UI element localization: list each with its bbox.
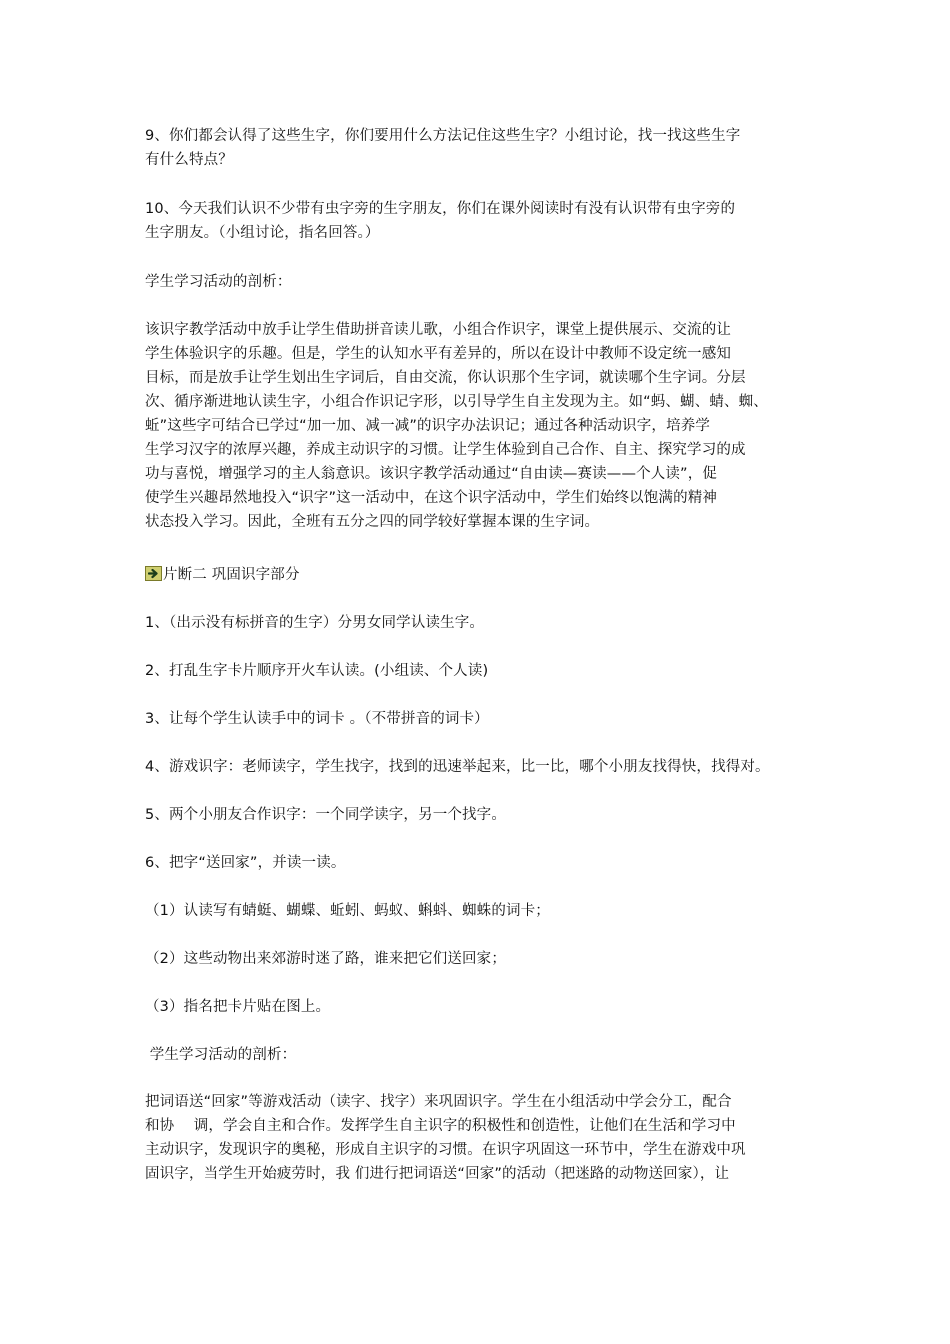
text-line: 固识字，当学生开始疲劳时，我 们进行把词语送“回家”的活动（把迷路的动物送回家），让 [145, 1166, 730, 1182]
analysis-paragraph-2 [145, 1090, 820, 1186]
step-2: 2、打乱生字卡片顺序开火车认读。(小组读、个人读) [145, 663, 489, 679]
text-line: 把词语送“回家”等游戏活动（读字、找字）来巩固识字。学生在小组活动中学会分工，配合 [145, 1094, 732, 1110]
text-line: 生字朋友。（小组讨论，指名回答。） [145, 225, 380, 241]
text-line: 功与喜悦，增强学习的主人翁意识。该识字教学活动通过“自由读—赛读——个人读”，促 [145, 466, 718, 482]
text-line: 主动识字，发现识字的奥秘，形成自主识字的习惯。在识字巩固这一环节中，学生在游戏中巩 [145, 1142, 746, 1158]
section-heading-text: 片断二 巩固识字部分 [163, 567, 300, 583]
text-line: 和协 调，学会自主和合作。发挥学生自主识字的积极性和创造性，让他们在生活和学习中 [145, 1118, 736, 1134]
step-3: 3、让每个学生认读手中的词卡 。（不带拼音的词卡） [145, 711, 489, 727]
text-line: 次、循序渐进地认读生字，小组合作识记字形，以引导学生自主发现为主。如“蚂、蝴、蜻、蜘、 [145, 394, 768, 410]
text-line: 该识字教学活动中放手让学生借助拼音读儿歌，小组合作识字，课堂上提供展示、交流的让 [145, 322, 731, 338]
item-9 [145, 124, 820, 172]
arrow-icon [145, 566, 162, 581]
substep-2: （2）这些动物出来郊游时迷了路，谁来把它们送回家； [145, 951, 506, 967]
text-line: 生学习汉字的浓厚兴趣，养成主动识字的习惯。让学生体验到自己合作、自主、探究学习的成 [145, 442, 746, 458]
analysis-paragraph [145, 318, 820, 534]
text-line: 9、你们都会认得了这些生字，你们要用什么方法记住这些生字？小组讨论，找一找这些生字 [145, 128, 741, 144]
text-line: 10、今天我们认识不少带有虫字旁的生字朋友，你们在课外阅读时有没有认识带有虫字旁的 [145, 201, 736, 217]
analysis-title-2: 学生学习活动的剖析： [145, 1047, 297, 1063]
substep-3: （3）指名把卡片贴在图上。 [145, 999, 331, 1015]
text-line: 蚯”这些字可结合已学过“加一加、减一减”的识字办法识记；通过各种活动识字，培养学 [145, 418, 711, 434]
text-line: 有什么特点？ [145, 152, 233, 168]
text-line: 状态投入学习。因此，全班有五分之四的同学较好掌握本课的生字词。 [145, 514, 600, 530]
step-5: 5、两个小朋友合作识字：一个同学读字，另一个找字。 [145, 807, 506, 823]
text-line: 使学生兴趣昂然地投入“识字”这一活动中，在这个识字活动中，学生们始终以饱满的精神 [145, 490, 718, 506]
substep-1: （1）认读写有蜻蜓、蝴蝶、蚯蚓、蚂蚁、蝌蚪、蜘蛛的词卡； [145, 903, 550, 919]
analysis-title: 学生学习活动的剖析： [145, 274, 292, 290]
text-line: 学生体验识字的乐趣。但是，学生的认知水平有差异的，所以在设计中教师不设定统一感知 [145, 346, 731, 362]
step-4: 4、游戏识字：老师读字，学生找字，找到的迅速举起来，比一比，哪个小朋友找得快，找得对。 [145, 759, 770, 775]
step-1: 1、（出示没有标拼音的生字）分男女同学认读生字。 [145, 615, 485, 631]
section-heading [145, 563, 820, 587]
text-line: 目标，而是放手让学生划出生字词后，自由交流，你认识那个生字词，就读哪个生字词。分层 [145, 370, 746, 386]
item-10 [145, 197, 820, 245]
step-6: 6、把字“送回家”，并读一读。 [145, 855, 346, 871]
